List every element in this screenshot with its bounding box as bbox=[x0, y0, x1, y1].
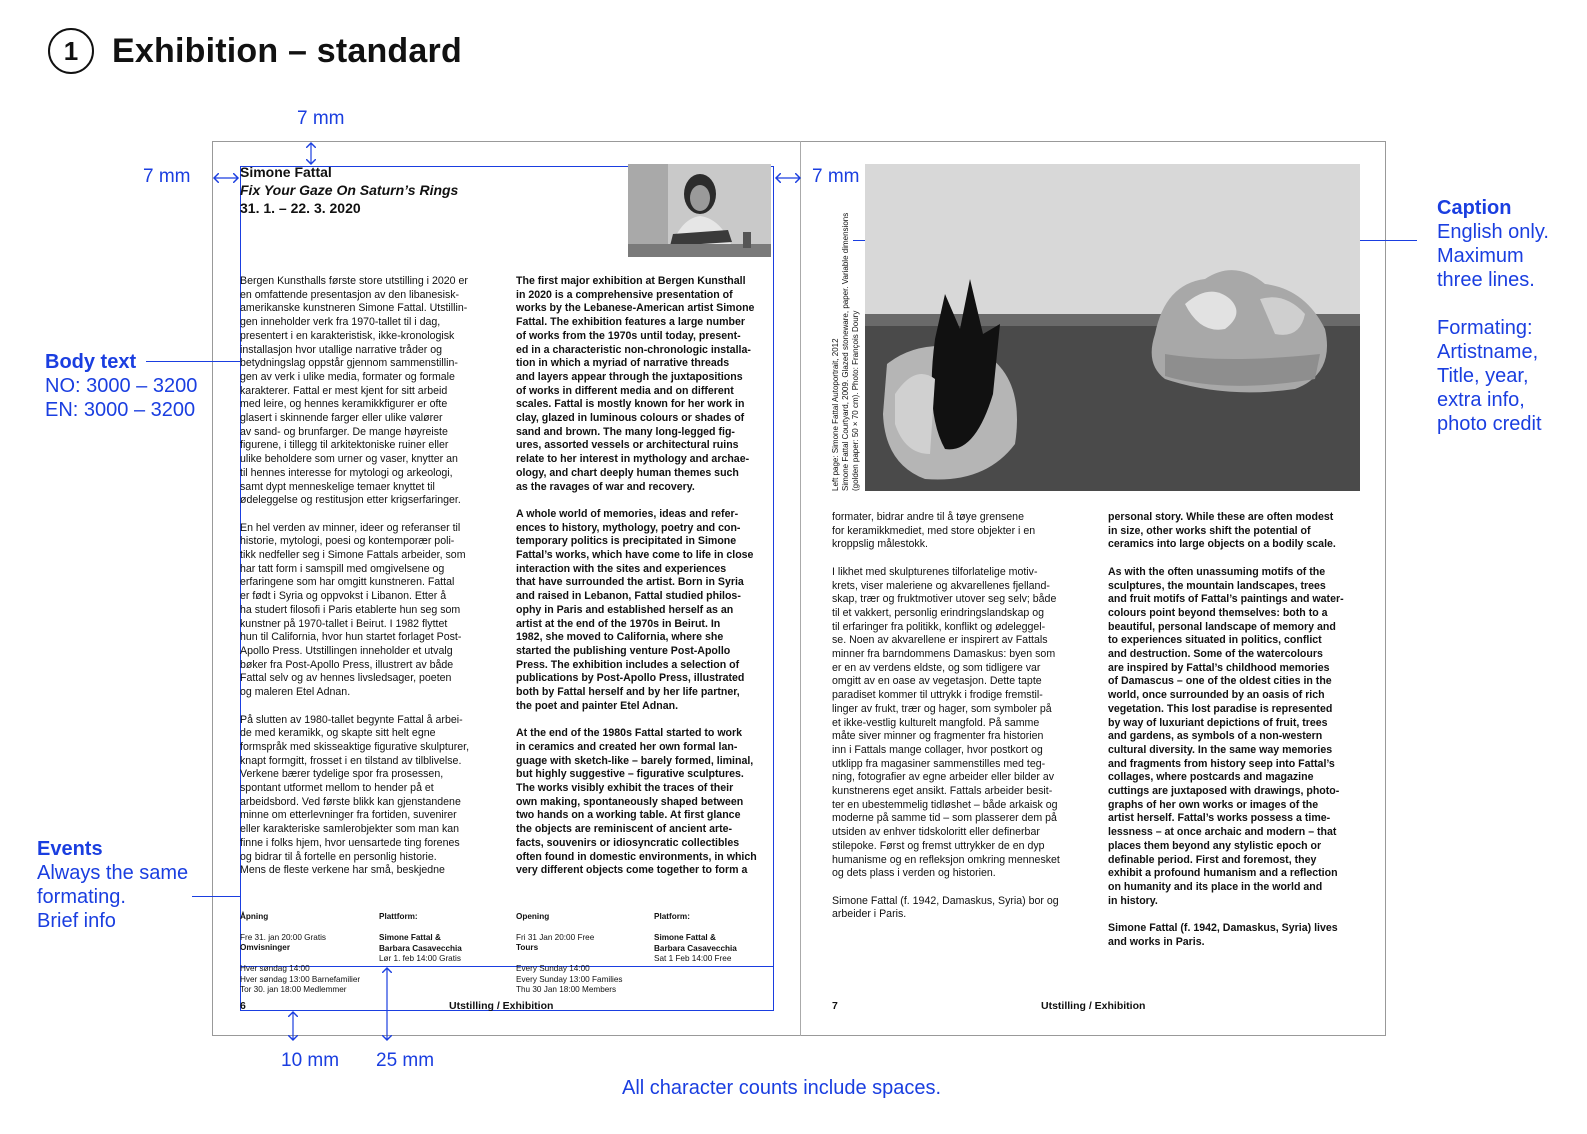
event-tours-no bbox=[240, 933, 360, 995]
body-text-norwegian-left: Bergen Kunsthalls første store utstilling i 2020 er en omfattende presentasjon av den libanesisk- amerikanske kunstneren Simone Fattal. Utstillin- gen inneholder verk fra 1970-tallet til i dag, presentert i en karakteristisk, ikke-kronologisk installasjon hvor utallige narrative tråder og betydningslag oppstår gjennom sammenstillin- gen av verk i ulike media, formater og formale karakterer. Fattal er mest kjent for sitt arbeid med leire, og hennes keramikkfigurer er ofte glasert i skinnende farger eller ulike valører av sand- og brunfarger. De mange høyreiste figurene, i tillegg til arkitektoniske ruiner eller ulike beholdere som urner og vaser, knytter an til hennes interesse for mytologi og arkeologi, samt dypt menneskelige temaer knyttet til ødeleggelse og restitusjon etter krigserfaringer. En hel verden av minner, ideer og referanser til historie, mytologi, poesi og kontemporær poli- tikk nedfeller seg i Simone Fattals arbeider, som har tatt form i samspill med omgivelsene og erfaringene som har omgitt kunstneren. Fattal er født i Syria og oppvokst i Libanon. Etter å ha studert filosofi i Paris etablerte hun seg som kunstner på 1970-tallet i Beirut. I 1982 flyttet hun til California, hvor hun startet forlaget Post- Apollo Press. Utstillingen inneholder et utvalg bøker fra Post-Apollo Press, illustrert av både Fattal selv og av hennes livsledsager, poeten og maleren Etel Adnan. På slutten av 1980-tallet begynte Fattal å arbei- de med keramikk, og skapte sitt helt egne formspråk med skisseaktige figurative skulpturer, knapt formgitt, frosset i en tilstand av tilblivelse. Verkene bærer tydelige spor fra prosessen, spontant utformet mellom to hender på et arbeidsbord. Ved første blikk kan gjenstandene minne om etterlevninger fra fortiden, suvenirer eller karakteriske samlerobjekter som man kan finne i folks hjem, hvor uensartede ting forenes og bidrar til å fortelle en personlig historie. Mens de fleste verkene har små, beskjedne bbox=[240, 275, 470, 877]
exhibition-title: Fix Your Gaze On Saturn’s Rings bbox=[240, 182, 459, 198]
exhibition-dates: 31. 1. – 22. 3. 2020 bbox=[240, 200, 361, 216]
events-annotation bbox=[37, 837, 217, 933]
event-platform-time: Sat 1 Feb 14:00 Free bbox=[654, 954, 732, 964]
page-number-left: 6 bbox=[240, 1000, 246, 1012]
page-number-right: 7 bbox=[832, 1000, 838, 1012]
body-text-annotation-title: Body text bbox=[45, 351, 137, 373]
caption-rotated bbox=[831, 164, 867, 491]
section-heading bbox=[48, 28, 462, 74]
spread-gutter bbox=[800, 141, 801, 1036]
events-leader-line bbox=[192, 896, 240, 897]
event-body bbox=[379, 933, 462, 963]
event-body: Every Sunday 14:00 Every Sunday 13:00 Families Thu 30 Jan 18:00 Members bbox=[516, 964, 623, 995]
body-text-norwegian-right: formater, bidrar andre til å tøye grensene for keramikkmediet, med store objekter i en kroppslig målestokk. I likhet med skulpturenes tilforlatelige motiv- krets, viser maleriene og akvarellenes fjelland- skap, trær og fruktmotiver utover seg selv; både til et vakkert, personlig erindringslandskap og til erfaringer fra politikk, konflikt og ødeleggel- se. Noen av akvarellene er inspirert av Fattals minner fra barndommens Damaskus: byen som er en av verdens eldste, og som tidligere var omgitt av en oase av vegetasjon. Dette tapte paradiset kommer til uttrykk i frodige fremstil- linger av frukt, trær og hager, som symboler på et ikke-vestlig kulturelt mangfold. På samme måte siver minner og fragmenter fra historien inn i Fattals mange collager, hvor postkort og utklipp fra magasiner sammenstilles med teg- ning, fotografier av egne arbeider eller bilder av kunstnerens eget ansikt. Fattals arbeider besit- ter en ubestemmelig tidløshet – både arkaisk og moderne på samme tid – som plasserer dem på utsiden av enhver tidskoloritt eller definerbar stilepoke. Først og fremst uttrykker de en dyp humanisme og en refleksjon omkring mennesket og dets plass i verden og historien. Simone Fattal (f. 1942, Damaskus, Syria) bor og arbeider i Paris. bbox=[832, 511, 1060, 921]
measure-footer-label: 10 mm bbox=[281, 1050, 340, 1071]
footnote: All character counts include spaces. bbox=[622, 1077, 942, 1099]
image-caption: Left page: Simone Fattal Autoportrait, 2012 Simone Fattal Courtyard, 2009. Glazed stoneware, paper. Variable dimensions (golden paper: 50 × 70 cm). Photo: François Doury bbox=[831, 212, 861, 491]
body-text-english-left: The first major exhibition at Bergen Kunsthall in 2020 is a comprehensive presentation of works by the Lebanese-American artist Simone Fattal. The exhibition features a large number of works from the 1970s until today, present- ed in a characteristic non-chronologic installa- tion in which a myriad of narrative threads and layers appear through the juxtapositions of works in different media and on different scales. Fattal is mostly known for her work in clay, glazed in luminous colours or shades of sand and brown. The many long-legged fig- ures, assorted vessels or architectural ruins relate to her interest in mythology and archae- ology, and chart deeply human themes such as the ravages of war and recovery. A whole world of memories, ideas and refer- ences to history, mythology, poetry and con- temporary politics is precipitated in Simone Fattal’s works, which have come to life in close interaction with the sites and experiences that have surrounded the artist. Born in Syria and raised in Lebanon, Fattal studied philos- ophy in Paris and established herself as an artist at the end of the 1970s in Beirut. In 1982, she moved to California, where she started the publishing venture Post-Apollo Press. The exhibition includes a selection of publications by Post-Apollo Press, illustrated both by Fattal herself and by her life partner, the poet and painter Etel Adnan. At the end of the 1980s Fattal started to work in ceramics and created her own formal lan- guage with sketch-like – barely formed, liminal, but highly suggestive – figurative sculptures. The works visibly exhibit the traces of their own making, spontaneously shaped between two hands on a working table. At first glance the objects are reminiscent of ancient arte- facts, souvenirs or idiosyncratic collectibles often found in domestic environments, in which very different objects come together to form a bbox=[516, 275, 757, 877]
caption-annotation-title: Caption bbox=[1437, 197, 1512, 219]
event-platform-no bbox=[379, 902, 462, 964]
caption-annotation-lines: English only. Maximum three lines. Formating: Artistname, Title, year, extra info, photo credit bbox=[1437, 221, 1549, 435]
measure-left-label: 7 mm bbox=[143, 166, 191, 187]
event-platform-en bbox=[654, 902, 737, 964]
events-annotation-title: Events bbox=[37, 838, 103, 860]
section-number-badge: 1 bbox=[48, 28, 94, 74]
events-annotation-lines: Always the same formating. Brief info bbox=[37, 862, 189, 932]
caption-annotation bbox=[1437, 196, 1577, 436]
measure-gutter-label: 7 mm bbox=[812, 166, 860, 187]
sculpture-photo bbox=[865, 164, 1360, 491]
events-block bbox=[240, 902, 774, 995]
body-text-annotation-lines: NO: 3000 – 3200 EN: 3000 – 3200 bbox=[45, 375, 198, 421]
artist-name: Simone Fattal bbox=[240, 164, 332, 180]
body-text-leader-line bbox=[146, 361, 240, 362]
event-heading: Opening bbox=[516, 912, 550, 922]
event-heading: Tours bbox=[516, 943, 539, 953]
running-footer-left: Utstilling / Exhibition bbox=[449, 1000, 554, 1012]
artist-portrait-photo bbox=[628, 164, 771, 257]
event-platform-names: Simone Fattal & Barbara Casavecchia bbox=[379, 933, 462, 953]
event-heading: Åpning bbox=[240, 912, 269, 922]
event-body: Fri 31 Jan 20:00 Free bbox=[516, 933, 595, 943]
event-tours-en bbox=[516, 933, 623, 995]
left-page-header bbox=[240, 163, 458, 217]
event-body: Hver søndag 14:00 Hver søndag 13:00 Barnefamilier Tor 30. jan 18:00 Medlemmer bbox=[240, 964, 361, 995]
sculpture-illustration bbox=[865, 164, 1360, 491]
event-body bbox=[654, 933, 737, 963]
measure-events-label: 25 mm bbox=[376, 1050, 435, 1071]
body-text-english-right: personal story. While these are often modest in size, other works shift the potential of ceramics into large objects on a bodily scale. As with the often unassuming motifs of the sculptures, the mountain landscapes, trees and fruit motifs of Fattal’s paintings and water- colours point beyond themselves: both to a beautiful, personal landscape of memory and to experiences situated in politics, conflict and destruction. Some of the watercolours are inspired by Fattal’s childhood memories of Damascus – one of the oldest cities in the world, once surrounded by an oasis of rich vegetation. This lost paradise is represented by way of luxuriant depictions of fruit, trees and gardens, as symbols of a non-western cultural diversity. In the same way memories and fragments from history seep into Fattal’s collages, where postcards and magazine cuttings are juxtaposed with drawings, photo- graphs of her own works or images of the artist herself. Fattal’s works possess a time- lessness – at once archaic and modern – that places them beyond any stylistic epoch or definable period. First and foremost, they exhibit a profound humanism and a reflection on humanity and its place in the world and in history. Simone Fattal (f. 1942, Damaskus, Syria) lives and works in Paris. bbox=[1108, 511, 1344, 948]
event-heading: Omvisninger bbox=[240, 943, 291, 953]
event-heading: Plattform: bbox=[379, 912, 418, 922]
event-platform-time: Lør 1. feb 14:00 Gratis bbox=[379, 954, 461, 964]
section-title: Exhibition – standard bbox=[112, 31, 462, 70]
measure-top-label: 7 mm bbox=[297, 108, 345, 129]
running-footer-right: Utstilling / Exhibition bbox=[1041, 1000, 1146, 1012]
event-body: Fre 31. jan 20:00 Gratis bbox=[240, 933, 327, 943]
event-heading: Platform: bbox=[654, 912, 690, 922]
portrait-illustration bbox=[628, 164, 771, 257]
event-platform-names: Simone Fattal & Barbara Casavecchia bbox=[654, 933, 737, 953]
